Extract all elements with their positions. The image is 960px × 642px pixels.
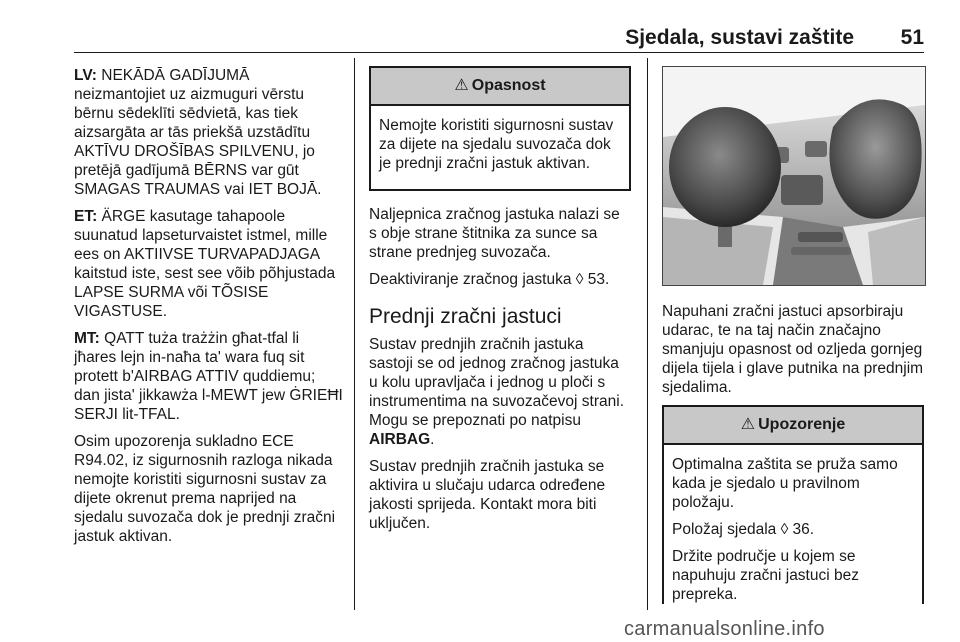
ece-paragraph	[74, 432, 344, 546]
column-divider-left	[354, 58, 355, 610]
column-3	[662, 66, 924, 618]
danger-box-title: Opasnost	[471, 77, 546, 94]
warning-box-body	[664, 445, 922, 604]
section-heading: Prednji zračni jastuci	[369, 305, 562, 328]
figure-caption: Napuhani zračni jastuci apsorbiraju udarac, te na taj način značajno smanjuju opasnost od ozljeda gornjeg dijela tijela i glave putnika na prednjim sjedalima.	[662, 303, 924, 396]
warning-triangle-icon: ⚠	[454, 77, 469, 94]
warning-box-header	[664, 407, 922, 445]
warning-text-2: Položaj sjedala ◊ 36.	[672, 521, 815, 538]
warning-text-1: Optimalna zaštita se pruža samo kada je sjedalo u pravilnom položaju.	[672, 456, 898, 511]
page-reference-link[interactable]: 53.	[583, 271, 610, 288]
warning-text-3: Držite područje u kojem se napuhuju zračni jastuci bez prepreka.	[672, 548, 859, 603]
page-reference-link[interactable]: 36.	[788, 521, 815, 538]
danger-box-body	[371, 106, 629, 189]
language-code: ET:	[74, 208, 98, 225]
paragraph-text: NEKĀDĀ GADĪJUMĀ neizmantojiet uz aizmuguri vērstu bērnu sēdeklīti sēdvietā, kas tiek aizsargāta ar tās priekšā uzstādītu AKTĪVU DROŠĪBAS SPILVENU, jo pretējā gadījumā BĒRNS var gūt SMAGAS TRAUMAS vai IET BOJĀ.	[74, 67, 322, 198]
page-reference-icon: ◊	[575, 271, 584, 288]
paragraph-text: ÄRGE kasutage tahapoole suunatud lapseturvaistet istmel, mille ees on AKTIIVSE TURVAPADJAGA kaitstud iste, sest see võib põhjustada LAPSE SURMA või TÕSISE VIGASTUSE.	[74, 208, 336, 320]
label-location-paragraph: Naljepnica zračnog jastuka nalazi se s obje strane štitnika za sunce sa strane prednjeg suvozača.	[369, 206, 620, 261]
page-reference-icon: ◊	[780, 521, 789, 538]
warning-paragraph-lv	[74, 66, 344, 199]
inflated-airbags-illustration	[663, 67, 925, 285]
airbag-photo	[662, 66, 926, 286]
warning-paragraph-mt	[74, 329, 344, 424]
language-code: LV:	[74, 67, 97, 84]
page-header	[74, 26, 924, 53]
warning-paragraph-et	[74, 207, 344, 321]
page-title: Sjedala, sustavi zaštite	[625, 26, 854, 49]
warning-box-title: Upozorenje	[758, 416, 846, 433]
column-1	[74, 66, 344, 554]
warning-box	[662, 405, 924, 604]
column-divider-right	[647, 58, 648, 610]
danger-box	[369, 66, 631, 191]
front-airbag-paragraph: Sustav prednjih zračnih jastuka sastoji se od jednog zračnog jastuka u kolu upravljača i jednog u ploči s instrumentima na suvozačevoj strani. Mogu se prepoznati po natpisu AIRBAG.	[369, 336, 625, 448]
airbag-label: AIRBAG	[369, 431, 431, 448]
deactivation-paragraph: Deaktiviranje zračnog jastuka ◊ 53.	[369, 271, 610, 288]
watermark: carmanualsonline.info	[624, 618, 825, 640]
activation-paragraph: Sustav prednjih zračnih jastuka se aktivira u slučaju udarca određene jakosti sprijeda. Kontakt mora biti uključen.	[369, 458, 606, 532]
warning-triangle-icon: ⚠	[740, 416, 756, 433]
paragraph-text: Osim upozorenja sukladno ECE R94.02, iz sigurnosnih razloga nikada nemojte koristiti sigurnosni sustav za dijete okrenut prema naprijed na sjedalu suvozača dok je prednji zračni jastuk aktivan.	[74, 433, 336, 545]
page-number: 51	[900, 26, 924, 49]
danger-box-header	[371, 68, 629, 106]
paragraph-text: QATT tuża trażżin għat-tfal li jħares lejn in-naħa ta' wara fuq sit protett b'AIRBAG ATTIV quddiemu; dan jista' jikkawża l-MEWT jew ĠRIEĦI SERJI lit-TFAL.	[74, 330, 343, 423]
column-2	[369, 66, 631, 541]
language-code: MT:	[74, 330, 100, 347]
danger-box-text: Nemojte koristiti sigurnosni sustav za dijete na sjedalu suvozača dok je prednji zračni jastuk aktivan.	[379, 117, 614, 172]
